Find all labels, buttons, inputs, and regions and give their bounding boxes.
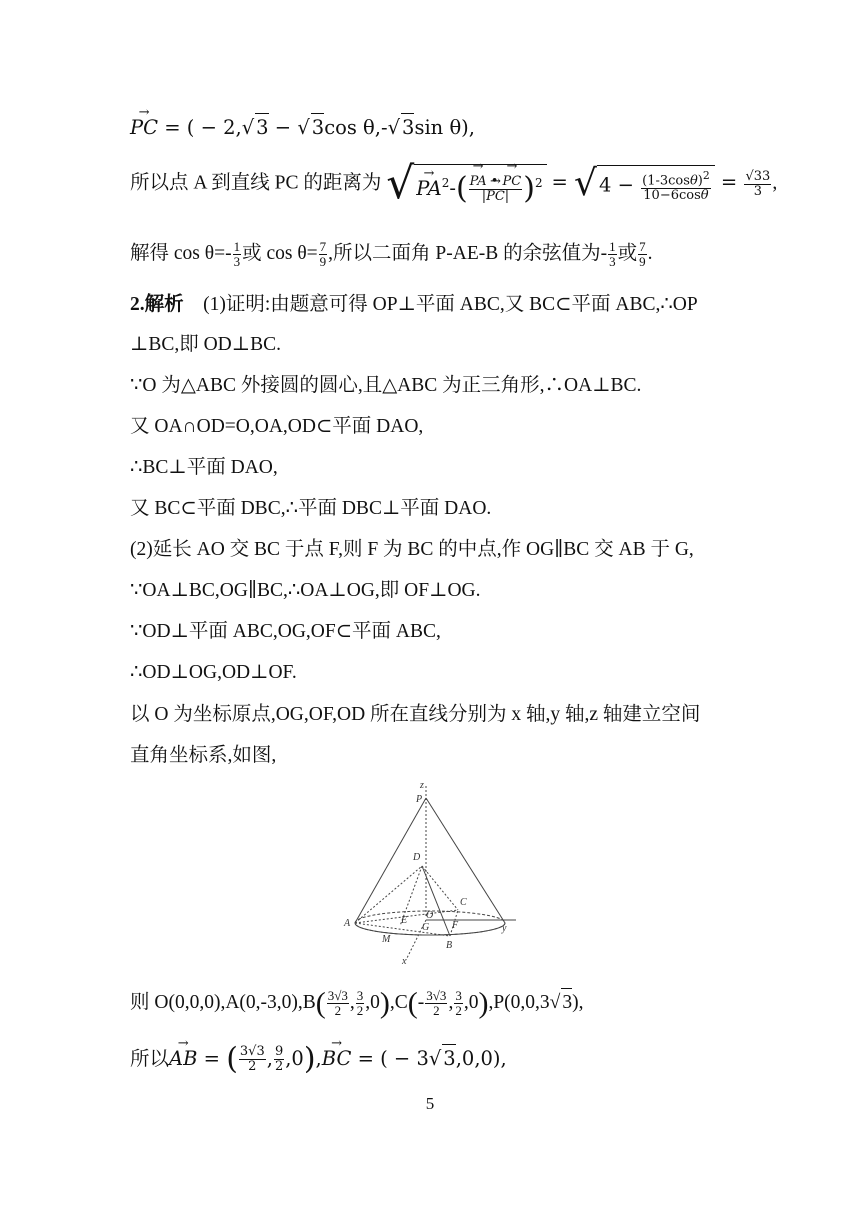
- label-o: O: [426, 910, 434, 921]
- vector-pc-line: → PC = ( − 2,√ 3 − √ 3cos θ,-√ 3sin θ),: [130, 113, 475, 142]
- text-line: ∴OD⊥OG,OD⊥OF.: [130, 662, 297, 683]
- label-a: A: [344, 918, 351, 929]
- text-line: ∵OA⊥BC,OG∥BC,∴OA⊥OG,即 OF⊥OG.: [130, 580, 481, 601]
- text-line: ∵OD⊥平面 ABC,OG,OF⊂平面 ABC,: [130, 621, 441, 642]
- text-line: ⊥BC,即 OD⊥BC.: [130, 334, 281, 355]
- vectors-line: 所以→ AB = ( $\frac{3√3}{2}$ , $\frac{9}{2}$ ,0),→ BC = ( − 3√ 3,0,0),: [130, 1044, 507, 1075]
- label-c: C: [460, 897, 467, 908]
- cosine-result-line: 解得 cos θ=- $\frac{1}{3}$ 或 cos θ= $\frac{7}{9}$ ,所以二面角 P-AE-B 的余弦值为- $\frac{1}{3}$ 或 $\frac{7}{9}$ .: [130, 239, 653, 270]
- label-y: y: [502, 923, 507, 934]
- text-line: ∴BC⊥平面 DAO,: [130, 457, 278, 478]
- label-e: E: [401, 915, 408, 926]
- label-f: F: [452, 920, 459, 931]
- text-line: 又 BC⊂平面 DBC,∴平面 DBC⊥平面 DAO.: [130, 498, 492, 519]
- coordinates-line: 则 O(0,0,0),A(0,-3,0),B( $\frac{3√3}{2}$ , $\frac{3}{2}$ ,0),C(- $\frac{3√3}{2}$ , $\frac{3}{2}$ ,0),P(0,0,3√ 3),: [130, 986, 584, 1020]
- label-m: M: [382, 934, 391, 945]
- label-b: B: [446, 940, 453, 951]
- solution-2-line: [130, 291, 698, 319]
- distance-prefix-text: 所以点 A 到直线 PC 的距离为: [130, 172, 382, 194]
- proof-text: (1)证明:由题意可得 OP⊥平面 ABC,又 BC⊂平面 ABC,∴OP: [203, 294, 698, 315]
- label-x: x: [402, 956, 407, 967]
- label-d: D: [413, 852, 421, 863]
- analysis-label: 2.解析: [130, 294, 184, 315]
- label-z: z: [420, 780, 424, 791]
- text-line: 直角坐标系,如图,: [130, 745, 277, 766]
- cone-figure: [340, 778, 520, 968]
- label-g: G: [422, 922, 430, 933]
- distance-formula-line: 所以点 A 到直线 PC 的距离为 √→ $PA^2-$( → $\frac{PA • \to PC}{|\to PC|}$ )$^2$ = √ 4 − $\frac{(1-3\cos\theta)^2}{10-6\cos\theta}$ = $\frac{√33}{3}$ ,: [130, 162, 777, 206]
- text-line: 以 O 为坐标原点,OG,OF,OD 所在直线分别为 x 轴,y 轴,z 轴建立空间: [130, 704, 701, 725]
- text-line: 又 OA∩OD=O,OA,OD⊂平面 DAO,: [130, 416, 424, 437]
- page-number: 5: [425, 1094, 435, 1113]
- text-line: (2)延长 AO 交 BC 于点 F,则 F 为 BC 的中点,作 OG∥BC 交 AB 于 G,: [130, 539, 694, 560]
- text-line: ∵O 为△ABC 外接圆的圆心,且△ABC 为正三角形,∴OA⊥BC.: [130, 375, 642, 396]
- label-p: P: [416, 794, 423, 805]
